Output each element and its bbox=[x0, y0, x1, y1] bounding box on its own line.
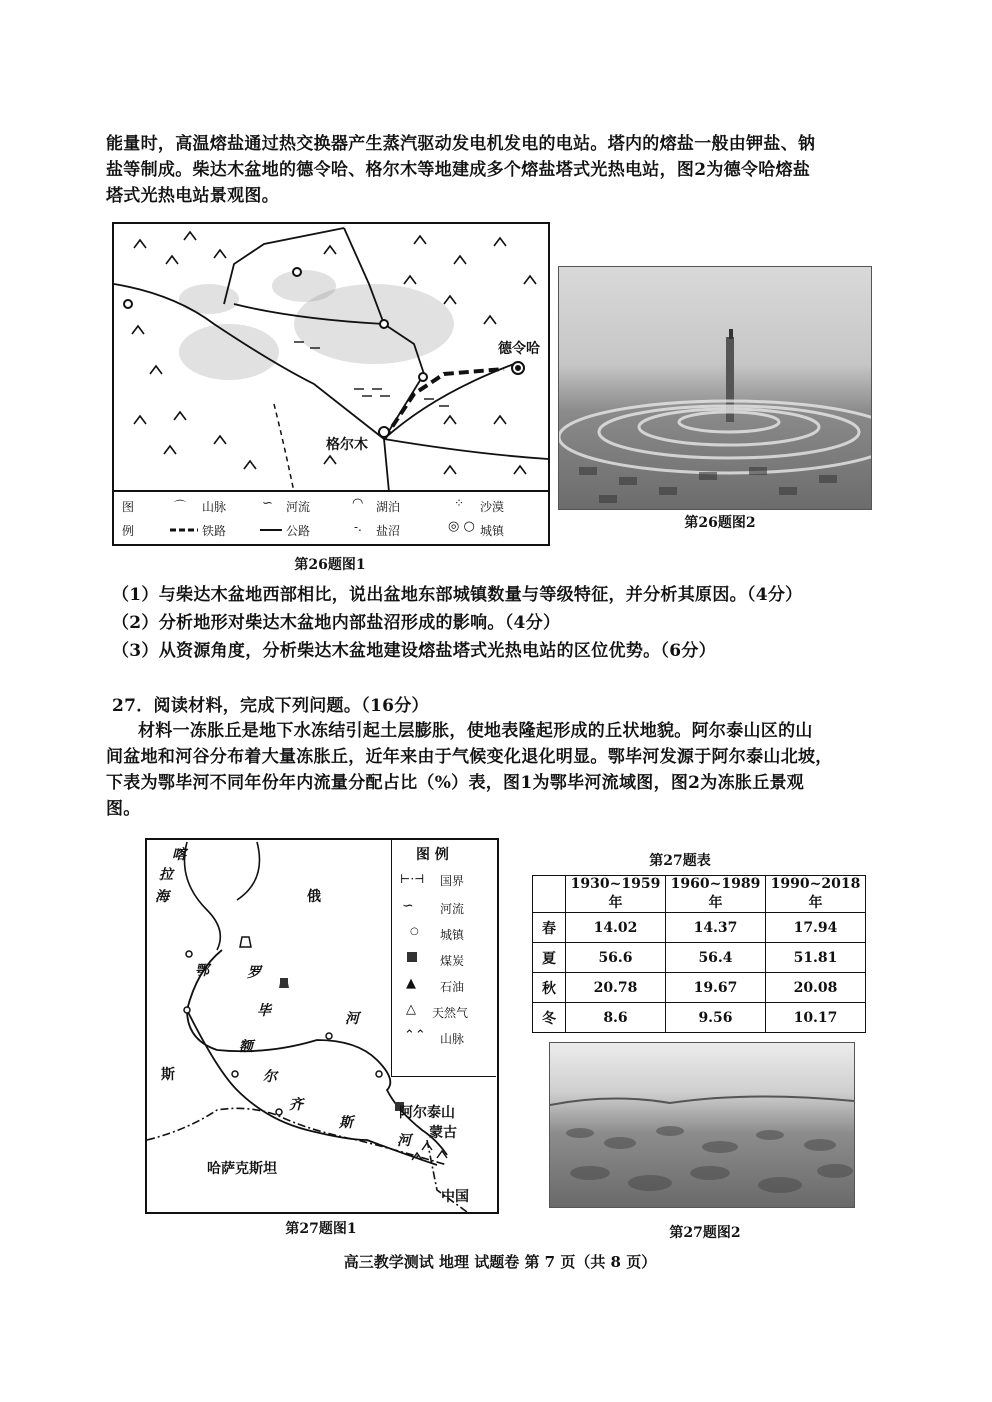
ob-legend-oil: 石油 bbox=[440, 980, 465, 994]
lake-icon: ◠ bbox=[352, 496, 364, 511]
label-kara-sea-3: 海 bbox=[155, 889, 169, 905]
legend-river: 河流 bbox=[286, 500, 311, 514]
table-cell: 20.08 bbox=[766, 973, 866, 1003]
legend-desert: 沙漠 bbox=[480, 500, 505, 514]
q27-material-line: 冻胀丘是地下水冻结引起土层膨胀，使地表隆起形成的丘状地貌。阿尔泰山区的山 bbox=[189, 721, 813, 741]
legend-salt-marsh: 盐沼 bbox=[376, 524, 401, 538]
intro-line: 塔式光热电站景观图。 bbox=[106, 186, 279, 206]
railway-icon bbox=[168, 524, 200, 536]
label-irtysh-2: 尔 bbox=[263, 1069, 277, 1085]
table-cell: 秋 bbox=[533, 973, 566, 1003]
table-cell: 春 bbox=[533, 913, 566, 943]
ob-legend-title: 图 例 bbox=[416, 847, 449, 863]
table-cell: 17.94 bbox=[766, 913, 866, 943]
table-cell: 56.4 bbox=[666, 943, 766, 973]
intro-line: 盐等制成。柴达木盆地的德令哈、格尔木等地建成多个熔盐塔式光热电站，图2为德令哈熔盐 bbox=[106, 160, 811, 180]
ob-towns bbox=[184, 951, 382, 1115]
town-icon: ◎ ○ bbox=[448, 519, 475, 534]
legend-railway: 铁路 bbox=[202, 524, 227, 538]
q27-material-first-line bbox=[106, 718, 906, 744]
ob-legend-gas: 天然气 bbox=[432, 1006, 469, 1020]
coal-icon bbox=[407, 952, 417, 962]
frost-mound-illustration bbox=[550, 1043, 854, 1207]
table-cell: 夏 bbox=[533, 943, 566, 973]
legend-road: 公路 bbox=[286, 524, 311, 538]
table-header-row bbox=[533, 876, 866, 913]
label-luo: 罗 bbox=[247, 965, 261, 981]
table-cell: 14.02 bbox=[566, 913, 666, 943]
desert-icon: ⁘ bbox=[454, 496, 465, 510]
label-kara-sea-1: 喀 bbox=[172, 847, 186, 863]
legend-lake: 湖泊 bbox=[376, 500, 401, 514]
label-irtysh-1: 额 bbox=[239, 1039, 253, 1055]
q27-material-line: 下表为鄂毕河不同年份年内流量分配占比（%）表，图1为鄂毕河流域图，图2为冻胀丘景观 bbox=[106, 773, 805, 793]
ob-legend-mountain: 山脉 bbox=[440, 1032, 465, 1046]
table-header-cell: 1960~1989 年 bbox=[666, 876, 766, 913]
table-cell: 20.78 bbox=[566, 973, 666, 1003]
city-label-delingha: 德令哈 bbox=[498, 338, 540, 358]
ob-legend-coal: 煤炭 bbox=[440, 954, 465, 968]
mountain-icon: ⌃⌃ bbox=[404, 1028, 426, 1043]
coastline bbox=[185, 842, 221, 950]
label-kazakhstan: 哈萨克斯坦 bbox=[207, 1161, 277, 1177]
q26-question-2: （2）分析地形对柴达木盆地内部盐沼形成的影响。（4分） bbox=[112, 613, 561, 633]
label-ob-3: 河 bbox=[345, 1011, 359, 1027]
label-irtysh-4: 斯 bbox=[339, 1115, 353, 1131]
table-row bbox=[533, 943, 866, 973]
river-icon: ∽ bbox=[402, 898, 414, 914]
railway bbox=[384, 369, 504, 439]
intro-line: 能量时，高温熔盐通过热交换器产生蒸汽驱动发电机发电的电站。塔内的熔盐一般由钾盐、钠 bbox=[106, 134, 816, 154]
label-ob-2: 毕 bbox=[257, 1003, 271, 1019]
table-header-cell: 1990~2018 年 bbox=[766, 876, 866, 913]
table-row bbox=[533, 913, 866, 943]
q26-question-1: （1）与柴达木盆地西部相比，说出盆地东部城镇数量与等级特征，并分析其原因。（4分） bbox=[112, 585, 803, 605]
town-icon: ○ bbox=[410, 926, 419, 937]
label-irtysh-3: 齐 bbox=[289, 1097, 303, 1113]
q27-photo-caption: 第27题图2 bbox=[669, 1225, 741, 1241]
table-cell: 8.6 bbox=[566, 1003, 666, 1033]
table-cell: 10.17 bbox=[766, 1003, 866, 1033]
gas-marker bbox=[240, 937, 251, 947]
desert-areas bbox=[179, 270, 454, 380]
label-altai: 阿尔泰山 bbox=[399, 1105, 455, 1121]
oil-icon: ▲ bbox=[406, 976, 416, 991]
label-si: 斯 bbox=[161, 1067, 175, 1083]
page-footer: 高三教学测试 地理 试题卷 第 7 页（共 8 页） bbox=[343, 1253, 657, 1271]
table-cell: 14.37 bbox=[666, 913, 766, 943]
ob-legend-border: 国界 bbox=[440, 874, 465, 888]
table-cell: 19.67 bbox=[666, 973, 766, 1003]
table-cell: 9.56 bbox=[666, 1003, 766, 1033]
city-label-golmud: 格尔木 bbox=[326, 434, 368, 454]
solar-tower-photo bbox=[558, 266, 872, 510]
boundary-line bbox=[274, 404, 294, 492]
solar-tower-illustration bbox=[559, 267, 871, 509]
q26-map-caption: 第26题图1 bbox=[294, 557, 366, 573]
mountain-icon: ⌒ bbox=[174, 499, 187, 513]
table-header-cell bbox=[533, 876, 566, 913]
q27-material-label: 材料一 bbox=[138, 721, 190, 741]
label-china: 中国 bbox=[441, 1189, 469, 1205]
q26-photo-caption: 第26题图2 bbox=[684, 515, 756, 531]
table-cell: 冬 bbox=[533, 1003, 566, 1033]
q27-material-line: 间盆地和河谷分布着大量冻胀丘，近年来由于气候变化退化明显。鄂毕河发源于阿尔泰山北坡， bbox=[106, 747, 833, 767]
qaidam-map-legend bbox=[114, 490, 548, 544]
table-header-cell: 1930~1959 年 bbox=[566, 876, 666, 913]
intro-paragraph bbox=[106, 131, 906, 209]
label-ob-1: 鄂 bbox=[195, 963, 209, 979]
label-irtysh-5: 河 bbox=[397, 1133, 411, 1149]
q27-material-line: 图。 bbox=[106, 799, 141, 819]
salt-marsh-icon: -. bbox=[354, 520, 362, 534]
q27-heading: 27．阅读材料，完成下列问题。（16分） bbox=[112, 696, 429, 716]
legend-title-bottom: 例 bbox=[122, 524, 135, 538]
legend-town: 城镇 bbox=[480, 524, 505, 538]
gas-icon: △ bbox=[406, 1002, 416, 1017]
table-row bbox=[533, 1003, 866, 1033]
legend-mountain: 山脉 bbox=[202, 500, 227, 514]
qaidam-map bbox=[112, 222, 550, 546]
border-icon: ⊢·⊣ bbox=[400, 872, 425, 886]
label-kara-sea-2: 拉 bbox=[159, 867, 173, 883]
table-row bbox=[533, 973, 866, 1003]
legend-title-top: 图 bbox=[122, 500, 135, 514]
q27-table-caption: 第27题表 bbox=[649, 853, 711, 869]
q27-map-caption: 第27题图1 bbox=[285, 1221, 357, 1237]
label-mongolia: 蒙古 bbox=[429, 1125, 457, 1141]
road-icon bbox=[258, 524, 284, 536]
ob-legend-river: 河流 bbox=[440, 902, 465, 916]
q26-question-3: （3）从资源角度，分析柴达木盆地建设熔盐塔式光热电站的区位优势。（6分） bbox=[112, 641, 716, 661]
river-icon: ∽ bbox=[262, 496, 273, 511]
ob-map-legend bbox=[391, 840, 496, 1077]
ob-river-map bbox=[145, 838, 499, 1214]
table-cell: 56.6 bbox=[566, 943, 666, 973]
q27-material bbox=[106, 718, 906, 822]
table-cell: 51.81 bbox=[766, 943, 866, 973]
ob-legend-town: 城镇 bbox=[440, 928, 465, 942]
frost-mound-photo bbox=[549, 1042, 855, 1208]
label-russia: 俄 bbox=[307, 889, 321, 905]
flow-distribution-table bbox=[532, 875, 866, 1033]
